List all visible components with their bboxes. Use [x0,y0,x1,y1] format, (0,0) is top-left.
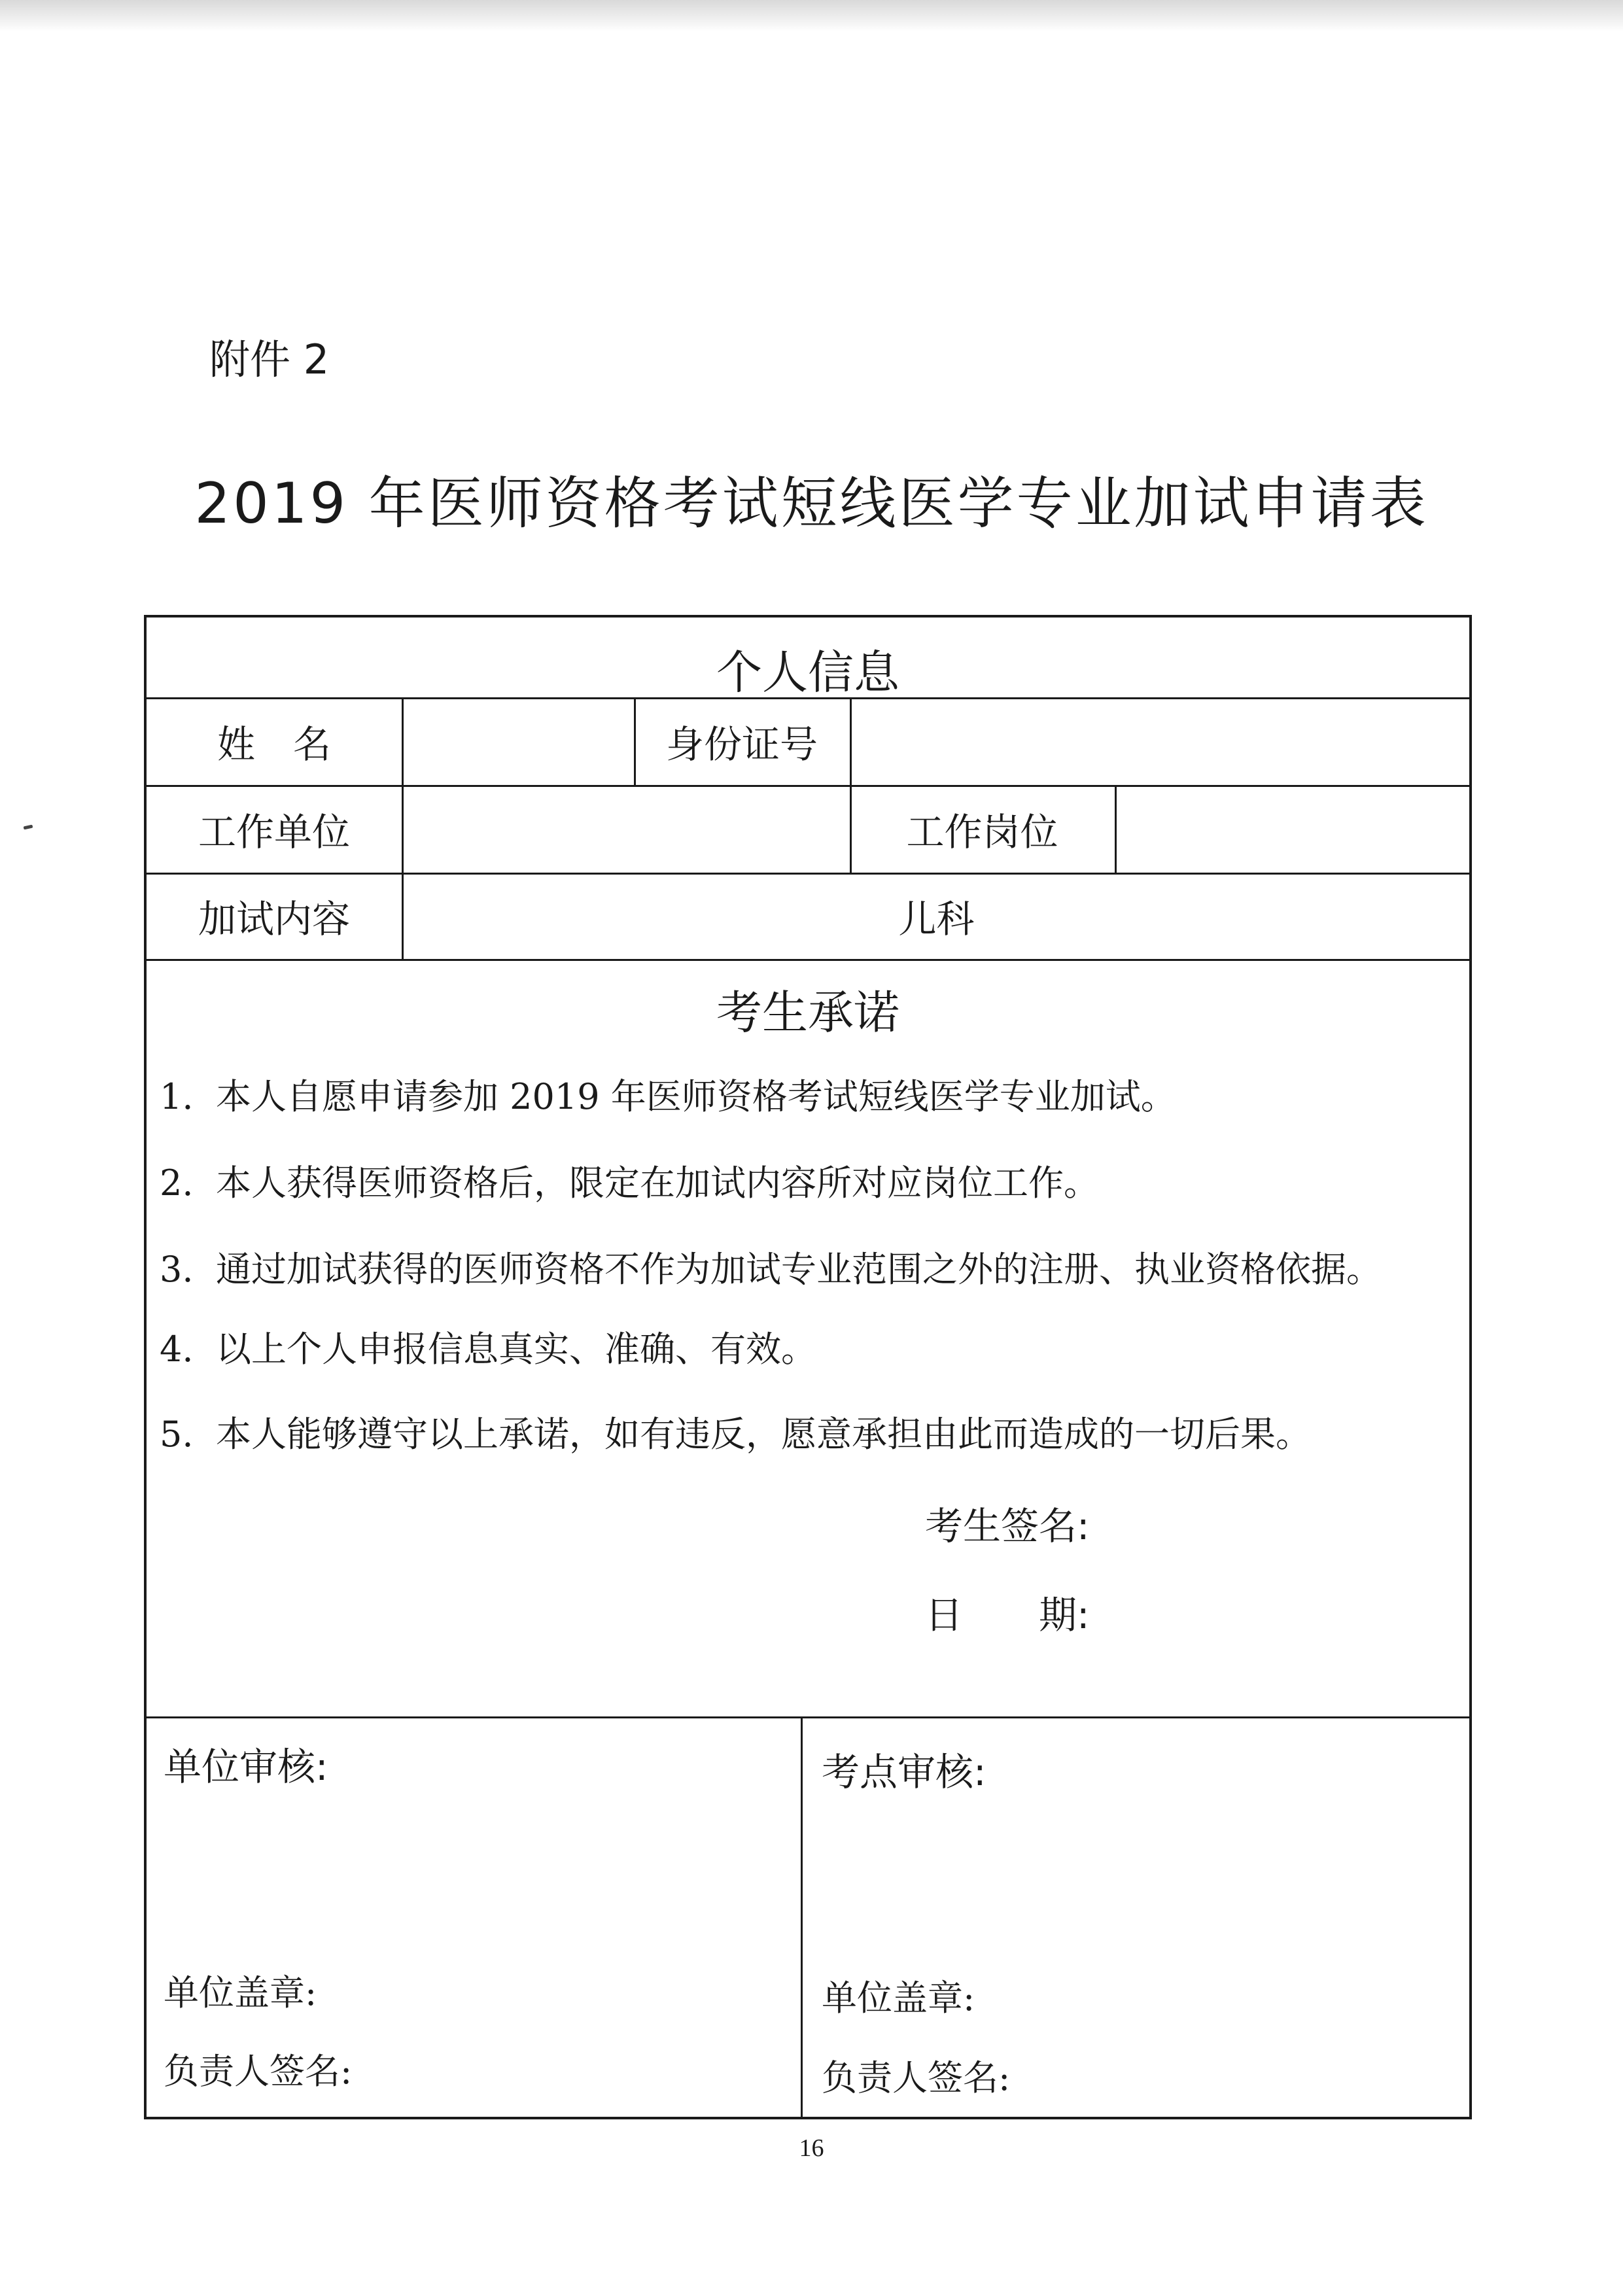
name-field[interactable] [402,697,634,785]
unit-signer-label: 负责人签名: [164,2051,353,2092]
id-number-label: 身份证号 [665,722,818,767]
work-unit-field[interactable] [402,785,850,873]
scan-speck [24,825,33,830]
document-title: 2019 年医师资格考试短线医学专业加试申请表 [194,471,1429,536]
pledge-item-text: 以上个人申报信息真实、准确、有效。 [216,1329,816,1370]
candidate-signature-label: 考生签名: [925,1504,1090,1548]
work-unit-label: 工作单位 [198,810,350,854]
id-number-field[interactable] [850,697,1471,785]
exam-content-value: 儿科 [898,897,975,941]
pledge-item-number: 1. [160,1076,194,1117]
exam-site-review-title: 考点审核: [822,1750,986,1794]
personal-info-header: 个人信息 [716,646,899,699]
pledge-item-text: 本人获得医师资格后，限定在加试内容所对应岗位工作。 [216,1162,1099,1204]
pledge-item-text: 本人自愿申请参加 2019 年医师资格考试短线医学专业加试。 [216,1076,1176,1117]
pledge-item [160,1406,1311,1457]
pledge-item-text: 通过加试获得的医师资格不作为加试专业范围之外的注册、执业资格依据。 [216,1249,1382,1290]
name-label: 姓 名 [217,722,331,767]
application-form-table [144,615,1472,2119]
pledge-item-number: 2. [160,1162,194,1204]
pledge-item [160,1242,1382,1292]
work-post-label: 工作岗位 [906,810,1058,854]
row-divider [147,959,1469,961]
work-post-field[interactable] [1115,785,1471,873]
exam-site-signer-label: 负责人签名: [822,2057,1011,2098]
unit-review-title: 单位审核: [164,1745,328,1789]
pledge-item-number: 4. [160,1329,194,1370]
page-number: 16 [799,2134,824,2162]
pledge-item [160,1321,816,1372]
pledge-item-text: 本人能够遵守以上承诺，如有违反，愿意承担由此而造成的一切后果。 [216,1414,1311,1455]
pledge-item-number: 3. [160,1249,194,1290]
pledge-header: 考生承诺 [716,986,899,1039]
attachment-label: 附件 2 [209,336,330,383]
row-divider [147,1716,1469,1718]
pledge-item-number: 5. [160,1414,194,1455]
pledge-item [160,1069,1176,1119]
pledge-item [160,1155,1099,1206]
exam-site-seal-label: 单位盖章: [822,1977,975,2019]
unit-seal-label: 单位盖章: [164,1972,317,2013]
scan-edge-shadow [0,0,1623,31]
candidate-date-label: 日 期: [925,1593,1090,1637]
column-divider [801,1716,803,2119]
exam-content-label: 加试内容 [198,897,350,941]
